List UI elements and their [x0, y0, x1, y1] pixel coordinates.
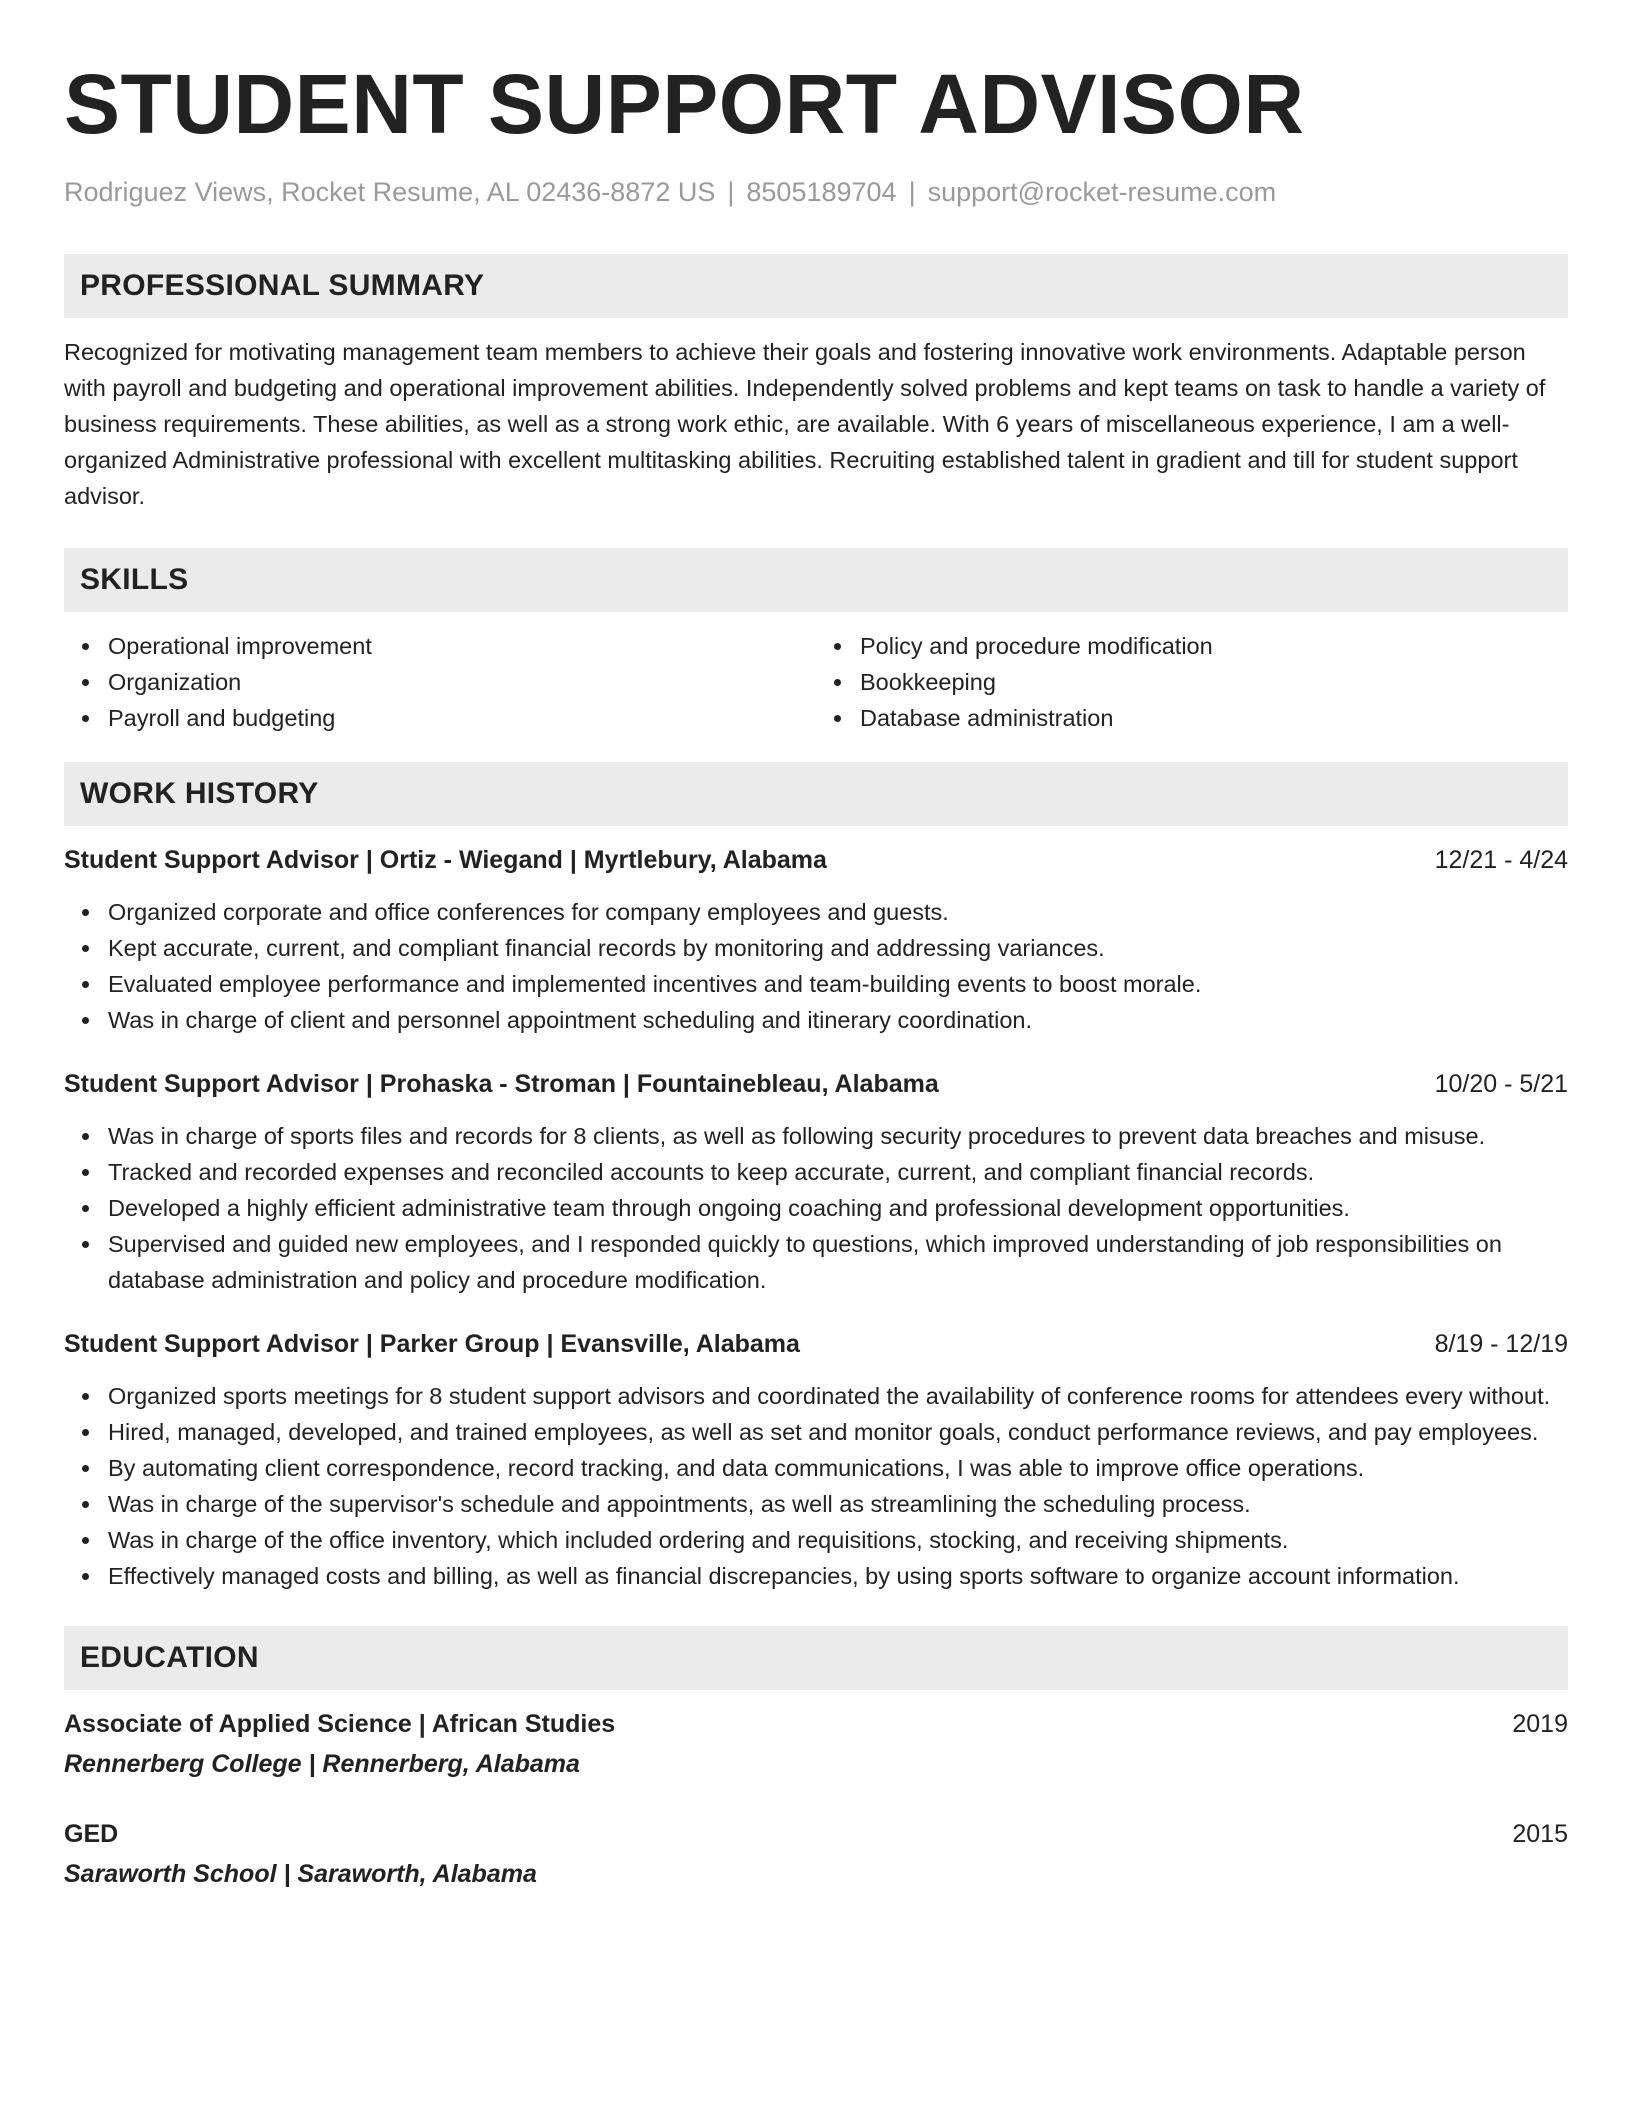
- job-entry: [64, 1326, 1568, 1594]
- skill-item: Operational improvement: [108, 628, 816, 664]
- phone: 8505189704: [746, 177, 897, 207]
- graduation-year: 2019: [1512, 1710, 1568, 1738]
- job-bullets: [64, 1118, 1568, 1298]
- job-bullets: [64, 894, 1568, 1038]
- job-title: Student Support Advisor | Ortiz - Wiegand | Myrtlebury, Alabama: [64, 846, 827, 874]
- job-title: Student Support Advisor | Parker Group | Evansville, Alabama: [64, 1330, 800, 1358]
- job-bullet: Effectively managed costs and billing, as well as financial discrepancies, by using sports software to organize account information.: [108, 1558, 1568, 1594]
- address: Rodriguez Views, Rocket Resume, AL 02436-8872 US: [64, 177, 716, 207]
- job-bullet: Was in charge of sports files and records for 8 clients, as well as following security procedures to prevent data breaches and misuse.: [108, 1118, 1568, 1154]
- job-bullet: Developed a highly efficient administrative team through ongoing coaching and professional development opportunities.: [108, 1190, 1568, 1226]
- degree: GED: [64, 1820, 119, 1848]
- job-dates: 10/20 - 5/21: [1434, 1070, 1568, 1098]
- job-header: [64, 1066, 1568, 1102]
- job-bullet: Was in charge of the supervisor's schedule and appointments, as well as streamlining the scheduling process.: [108, 1486, 1568, 1522]
- job-entry: [64, 842, 1568, 1038]
- job-title: Student Support Advisor | Prohaska - Stroman | Fountainebleau, Alabama: [64, 1070, 939, 1098]
- job-bullet: Organized sports meetings for 8 student support advisors and coordinated the availability of conference rooms for attendees every without.: [108, 1378, 1568, 1414]
- school: Rennerberg College | Rennerberg, Alabama: [64, 1750, 580, 1778]
- education-entry: [64, 1816, 1568, 1892]
- job-bullet: Tracked and recorded expenses and reconciled accounts to keep accurate, current, and compliant financial records.: [108, 1154, 1568, 1190]
- skills-list: [64, 628, 1568, 736]
- skill-item: Bookkeeping: [860, 664, 1568, 700]
- job-bullet: Supervised and guided new employees, and I responded quickly to questions, which improved understanding of job responsibilities on database administration and policy and procedure modification.: [108, 1226, 1568, 1298]
- education-header: [64, 1706, 1568, 1742]
- job-bullet: Kept accurate, current, and compliant financial records by monitoring and addressing variances.: [108, 930, 1568, 966]
- section-header-skills: SKILLS: [64, 548, 1568, 612]
- contact-line: [64, 176, 1568, 208]
- job-bullet: Was in charge of client and personnel appointment scheduling and itinerary coordination.: [108, 1002, 1568, 1038]
- graduation-year: 2015: [1512, 1820, 1568, 1848]
- separator: |: [727, 177, 735, 207]
- job-bullets: [64, 1378, 1568, 1594]
- section-header-education: EDUCATION: [64, 1626, 1568, 1690]
- skill-item: Organization: [108, 664, 816, 700]
- job-dates: 12/21 - 4/24: [1434, 846, 1568, 874]
- job-bullet: Evaluated employee performance and implemented incentives and team-building events to boost morale.: [108, 966, 1568, 1002]
- summary-text: Recognized for motivating management team members to achieve their goals and fostering innovative work environments. Adaptable person with payroll and budgeting and operational improvement abilities. Independently solved problems and kept teams on task to handle a variety of business requirements. These abilities, as well as a strong work ethic, are available. With 6 years of miscellaneous experience, I am a well-organized Administrative professional with excellent multitasking abilities. Recruiting established talent in gradient and till for student support advisor.: [64, 339, 1546, 509]
- job-bullet: Was in charge of the office inventory, which included ordering and requisitions, stocking, and receiving shipments.: [108, 1522, 1568, 1558]
- job-entry: [64, 1066, 1568, 1298]
- section-header-work: WORK HISTORY: [64, 762, 1568, 826]
- job-bullet: By automating client correspondence, record tracking, and data communications, I was able to improve office operations.: [108, 1450, 1568, 1486]
- job-header: [64, 842, 1568, 878]
- school: Saraworth School | Saraworth, Alabama: [64, 1860, 537, 1888]
- job-bullet: Organized corporate and office conferences for company employees and guests.: [108, 894, 1568, 930]
- section-header-summary: PROFESSIONAL SUMMARY: [64, 254, 1568, 318]
- skill-item: Payroll and budgeting: [108, 700, 816, 736]
- degree: Associate of Applied Science | African Studies: [64, 1710, 616, 1738]
- job-dates: 8/19 - 12/19: [1434, 1330, 1568, 1358]
- job-bullet: Hired, managed, developed, and trained employees, as well as set and monitor goals, conduct performance reviews, and pay employees.: [108, 1414, 1568, 1450]
- candidate-name: STUDENT SUPPORT ADVISOR: [64, 57, 1305, 151]
- job-header: [64, 1326, 1568, 1362]
- skills-column-left: [64, 628, 816, 736]
- skills-column-right: [816, 628, 1568, 736]
- skill-item: Policy and procedure modification: [860, 628, 1568, 664]
- skill-item: Database administration: [860, 700, 1568, 736]
- email[interactable]: support@rocket-resume.com: [927, 177, 1277, 207]
- education-entry: [64, 1706, 1568, 1782]
- education-header: [64, 1816, 1568, 1852]
- separator: |: [908, 177, 916, 207]
